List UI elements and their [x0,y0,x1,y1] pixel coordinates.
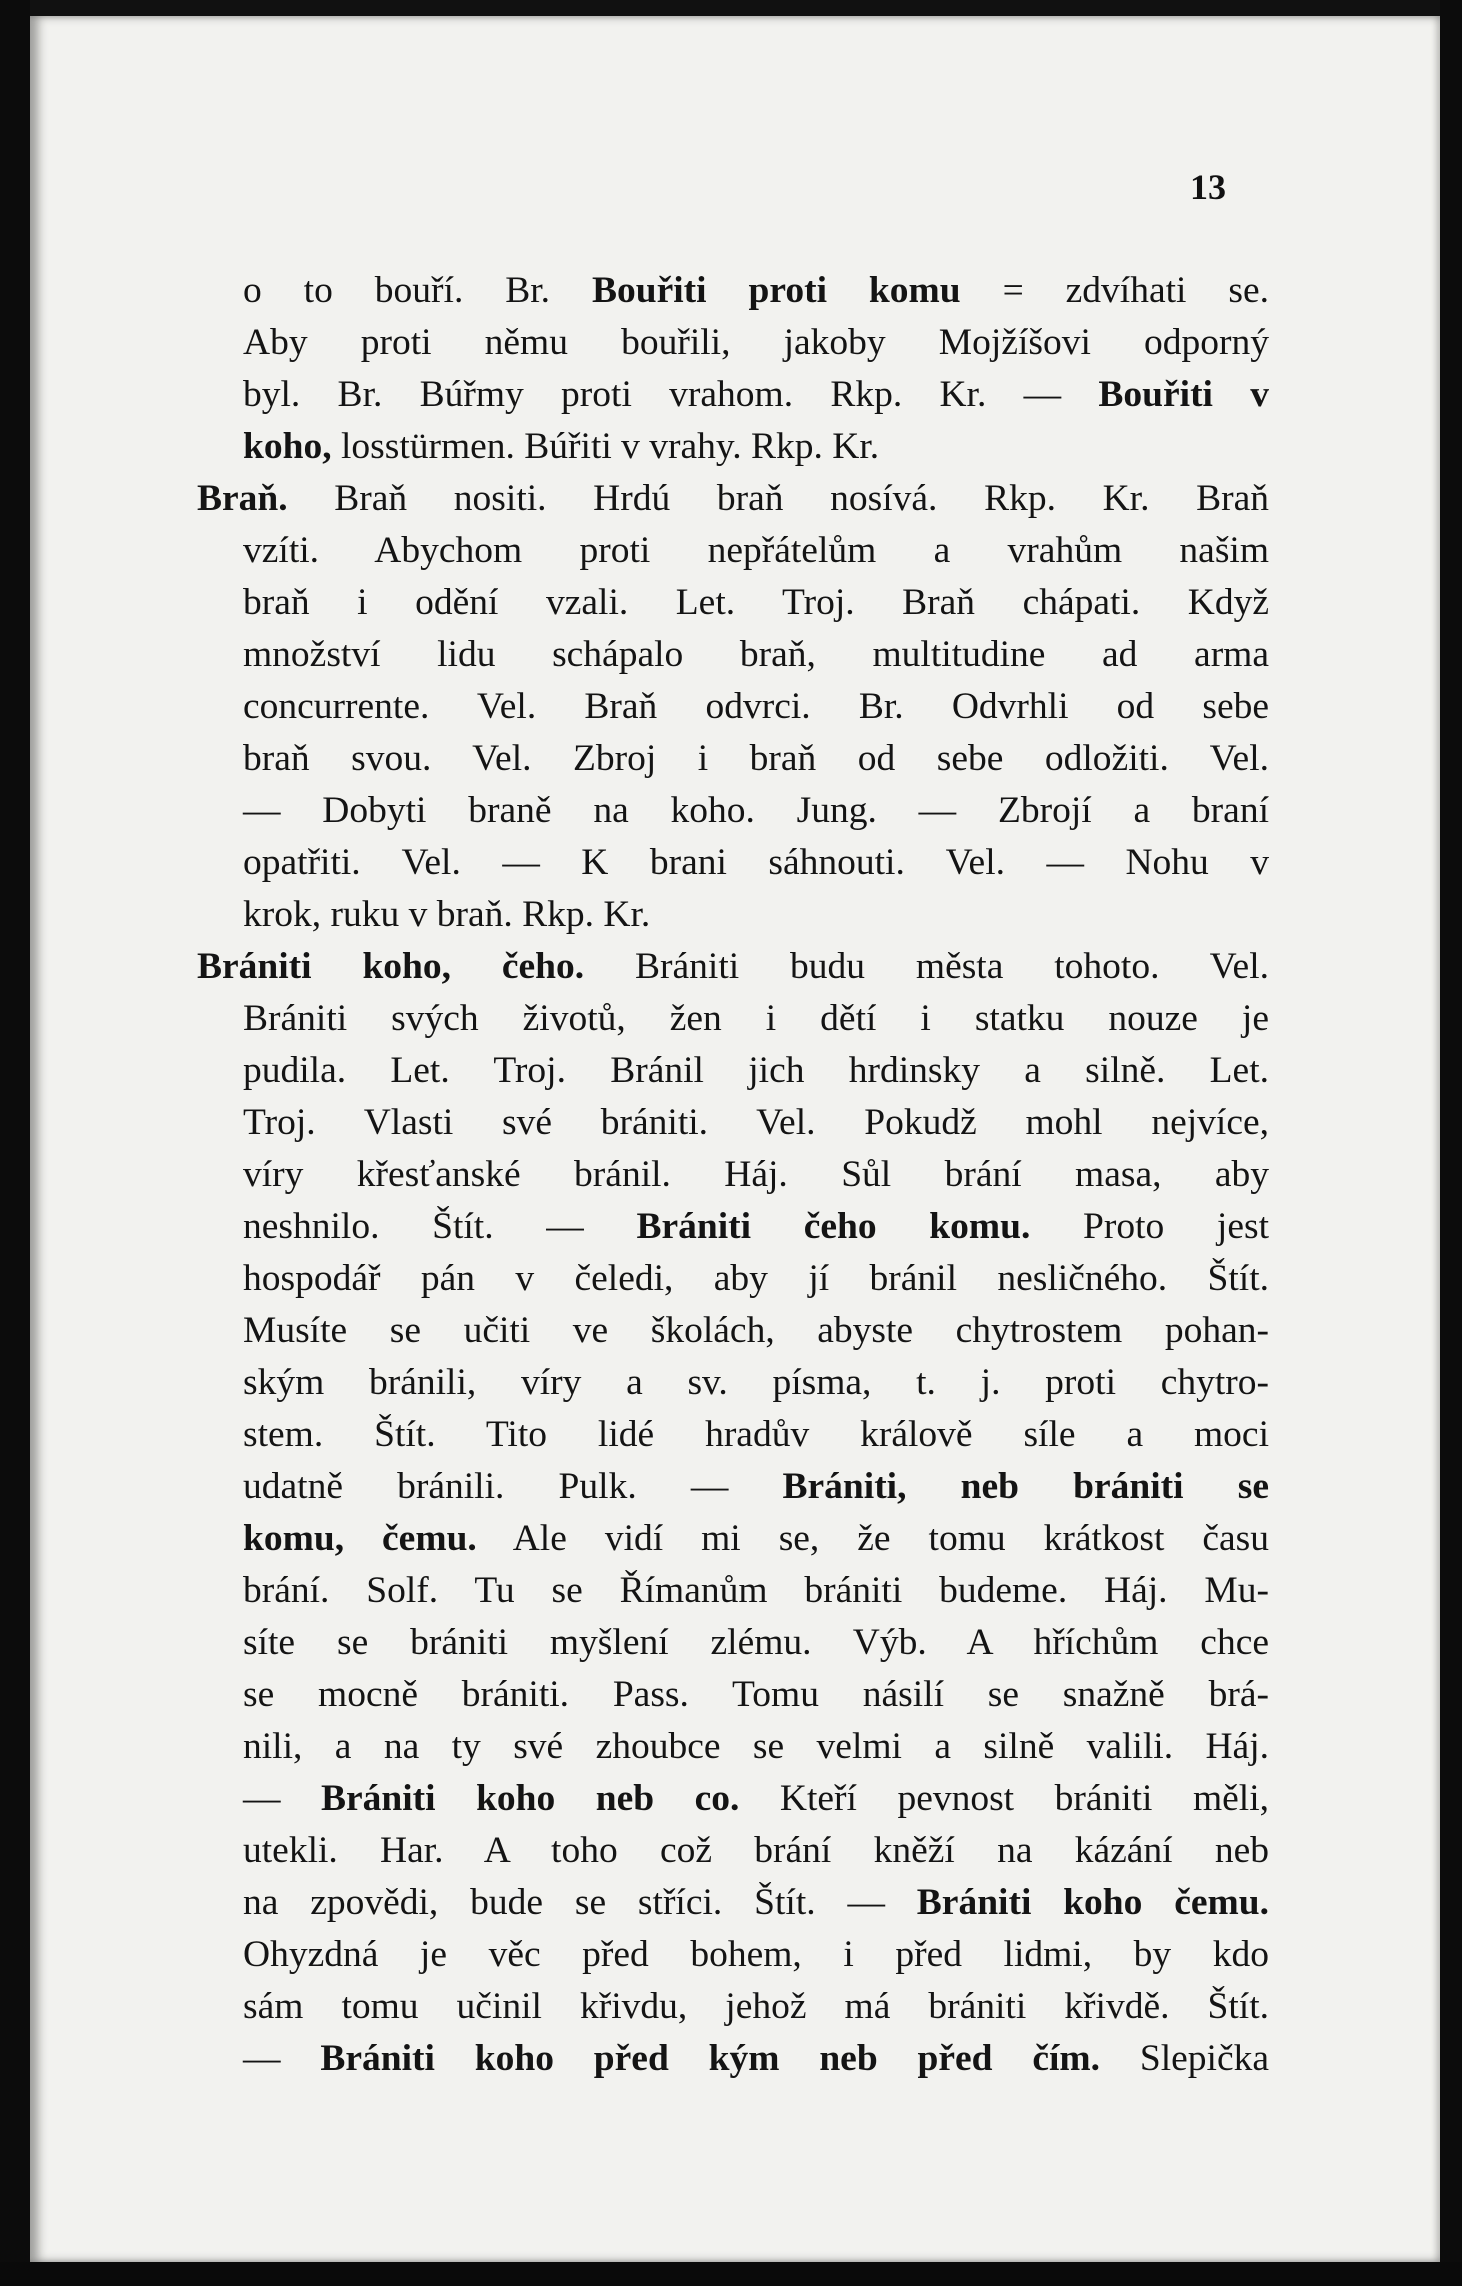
headword: komu, čemu. [243,1518,477,1559]
scan-border-top [0,0,1462,16]
headword: Brániti čeho komu. [636,1206,1031,1247]
text-line-32 [243,1877,1269,1929]
line-text: Ohyzdná je věc před bohem, i před lidmi, by kdo [243,1934,1269,1975]
text-line-25 [243,1513,1269,1565]
line-text: utekli. Har. A toho což brání kněží na kázání neb [243,1830,1269,1871]
line-text: ským bránili, víry a sv. písma, t. j. proti chytro- [243,1362,1269,1403]
scan-border-right [1440,0,1462,2286]
text-line-16 [243,1045,1269,1097]
line-text: — [243,2038,321,2079]
text-line-21 [243,1305,1269,1357]
line-text: Troj. Vlasti své brániti. Vel. Pokudž mohl nejvíce, [243,1102,1269,1143]
text-line-23 [243,1409,1269,1461]
text-line-33 [243,1929,1269,1981]
line-text: Aby proti němu bouřili, jakoby Mojžíšovi odporný [243,322,1269,363]
headword: Brániti koho před kým neb před čím. [320,2038,1101,2079]
text-line-28 [243,1669,1269,1721]
text-line-27 [243,1617,1269,1669]
line-text: neshnilo. Štít. — [243,1206,637,1247]
text-line-3 [243,369,1269,421]
text-line-17 [243,1097,1269,1149]
line-text: síte se brániti myšlení zlému. Výb. A hříchům chce [243,1622,1269,1663]
line-text: braň svou. Vel. Zbroj i braň od sebe odložiti. Vel. [243,738,1269,779]
line-text: byl. Br. Búřmy proti vrahom. Rkp. Kr. — [243,374,1099,415]
line-text: Proto jest [1030,1206,1269,1247]
text-line-2 [243,317,1269,369]
text-line-12 [243,837,1269,889]
headword: Brániti, neb brániti se [782,1466,1269,1507]
line-text: = zdvíhati se. [960,270,1269,311]
line-text: — [243,1778,321,1819]
headword: Bouřiti proti komu [592,270,961,311]
text-line-6 [243,525,1269,577]
line-text: udatně bránili. Pulk. — [243,1466,783,1507]
line-text: concurrente. Vel. Braň odvrci. Br. Odvrhli od sebe [243,686,1269,727]
scan-border-left [0,0,30,2286]
line-text: Braň nositi. Hrdú braň nosívá. Rkp. Kr. Braň [287,478,1269,519]
text-line-20 [243,1253,1269,1305]
line-text: Musíte se učiti ve školách, abyste chytrostem pohan- [243,1310,1269,1351]
text-line-5 [197,473,1269,525]
text-line-18 [243,1149,1269,1201]
text-line-22 [243,1357,1269,1409]
text-line-34 [243,1981,1269,2033]
text-line-14 [197,941,1269,993]
text-line-7 [243,577,1269,629]
headword: Bouřiti v [1098,374,1269,415]
line-text: Brániti svých životů, žen i dětí i statku nouze je [243,998,1269,1039]
line-text: opatřiti. Vel. — K brani sáhnouti. Vel. — Nohu v [243,842,1269,883]
line-text: sám tomu učinil křivdu, jehož má brániti křivdě. Štít. [243,1986,1269,2027]
line-text: nili, a na ty své zhoubce se velmi a silně valili. Háj. [243,1726,1269,1767]
text-line-26 [243,1565,1269,1617]
line-text: pudila. Let. Troj. Bránil jich hrdinsky a silně. Let. [243,1050,1269,1091]
headword: koho, [243,426,332,467]
line-text: — Dobyti braně na koho. Jung. — Zbrojí a braní [243,790,1269,831]
headword: Brániti koho neb co. [321,1778,740,1819]
text-line-15 [243,993,1269,1045]
line-text: Brániti budu města tohoto. Vel. [584,946,1269,987]
headword: Brániti koho čemu. [916,1882,1270,1923]
line-text: Slepička [1100,2038,1269,2079]
text-line-35 [243,2033,1269,2085]
line-text: na zpovědi, bude se stříci. Štít. — [243,1882,917,1923]
line-text: Ale vidí mi se, že tomu krátkost času [476,1518,1269,1559]
text-line-1 [243,265,1269,317]
text-line-24 [243,1461,1269,1513]
text-line-8 [243,629,1269,681]
scan-border-bottom [0,2262,1462,2286]
text-line-19 [243,1201,1269,1253]
text-line-31 [243,1825,1269,1877]
line-text: hospodář pán v čeledi, aby jí bránil nesličného. Štít. [243,1258,1269,1299]
line-text: krok, ruku v braň. Rkp. Kr. [243,894,651,935]
text-line-9 [243,681,1269,733]
text-line-11 [243,785,1269,837]
line-text: o to bouří. Br. [243,270,592,311]
line-text: braň i odění vzali. Let. Troj. Braň chápati. Když [243,582,1269,623]
text-line-13 [243,889,1269,941]
text-line-10 [243,733,1269,785]
line-text: losstürmen. Búřiti v vrahy. Rkp. Kr. [331,426,880,467]
text-line-30 [243,1773,1269,1825]
headword: Braň. [197,478,288,519]
text-line-4 [243,421,1269,473]
book-page [30,16,1440,2262]
headword: Brániti koho, čeho. [197,946,585,987]
line-text: brání. Solf. Tu se Římanům brániti budeme. Háj. Mu- [243,1570,1269,1611]
line-text: Kteří pevnost brániti měli, [739,1778,1269,1819]
line-text: se mocně brániti. Pass. Tomu násilí se snažně brá- [243,1674,1269,1715]
page-number: 13 [1190,167,1226,207]
line-text: víry křesťanské bránil. Háj. Sůl brání masa, aby [243,1154,1269,1195]
line-text: stem. Štít. Tito lidé hradův králově síle a moci [243,1414,1269,1455]
text-line-29 [243,1721,1269,1773]
line-text: vzíti. Abychom proti nepřátelům a vrahům našim [243,530,1269,571]
line-text: množství lidu schápalo braň, multitudine ad arma [243,634,1269,675]
